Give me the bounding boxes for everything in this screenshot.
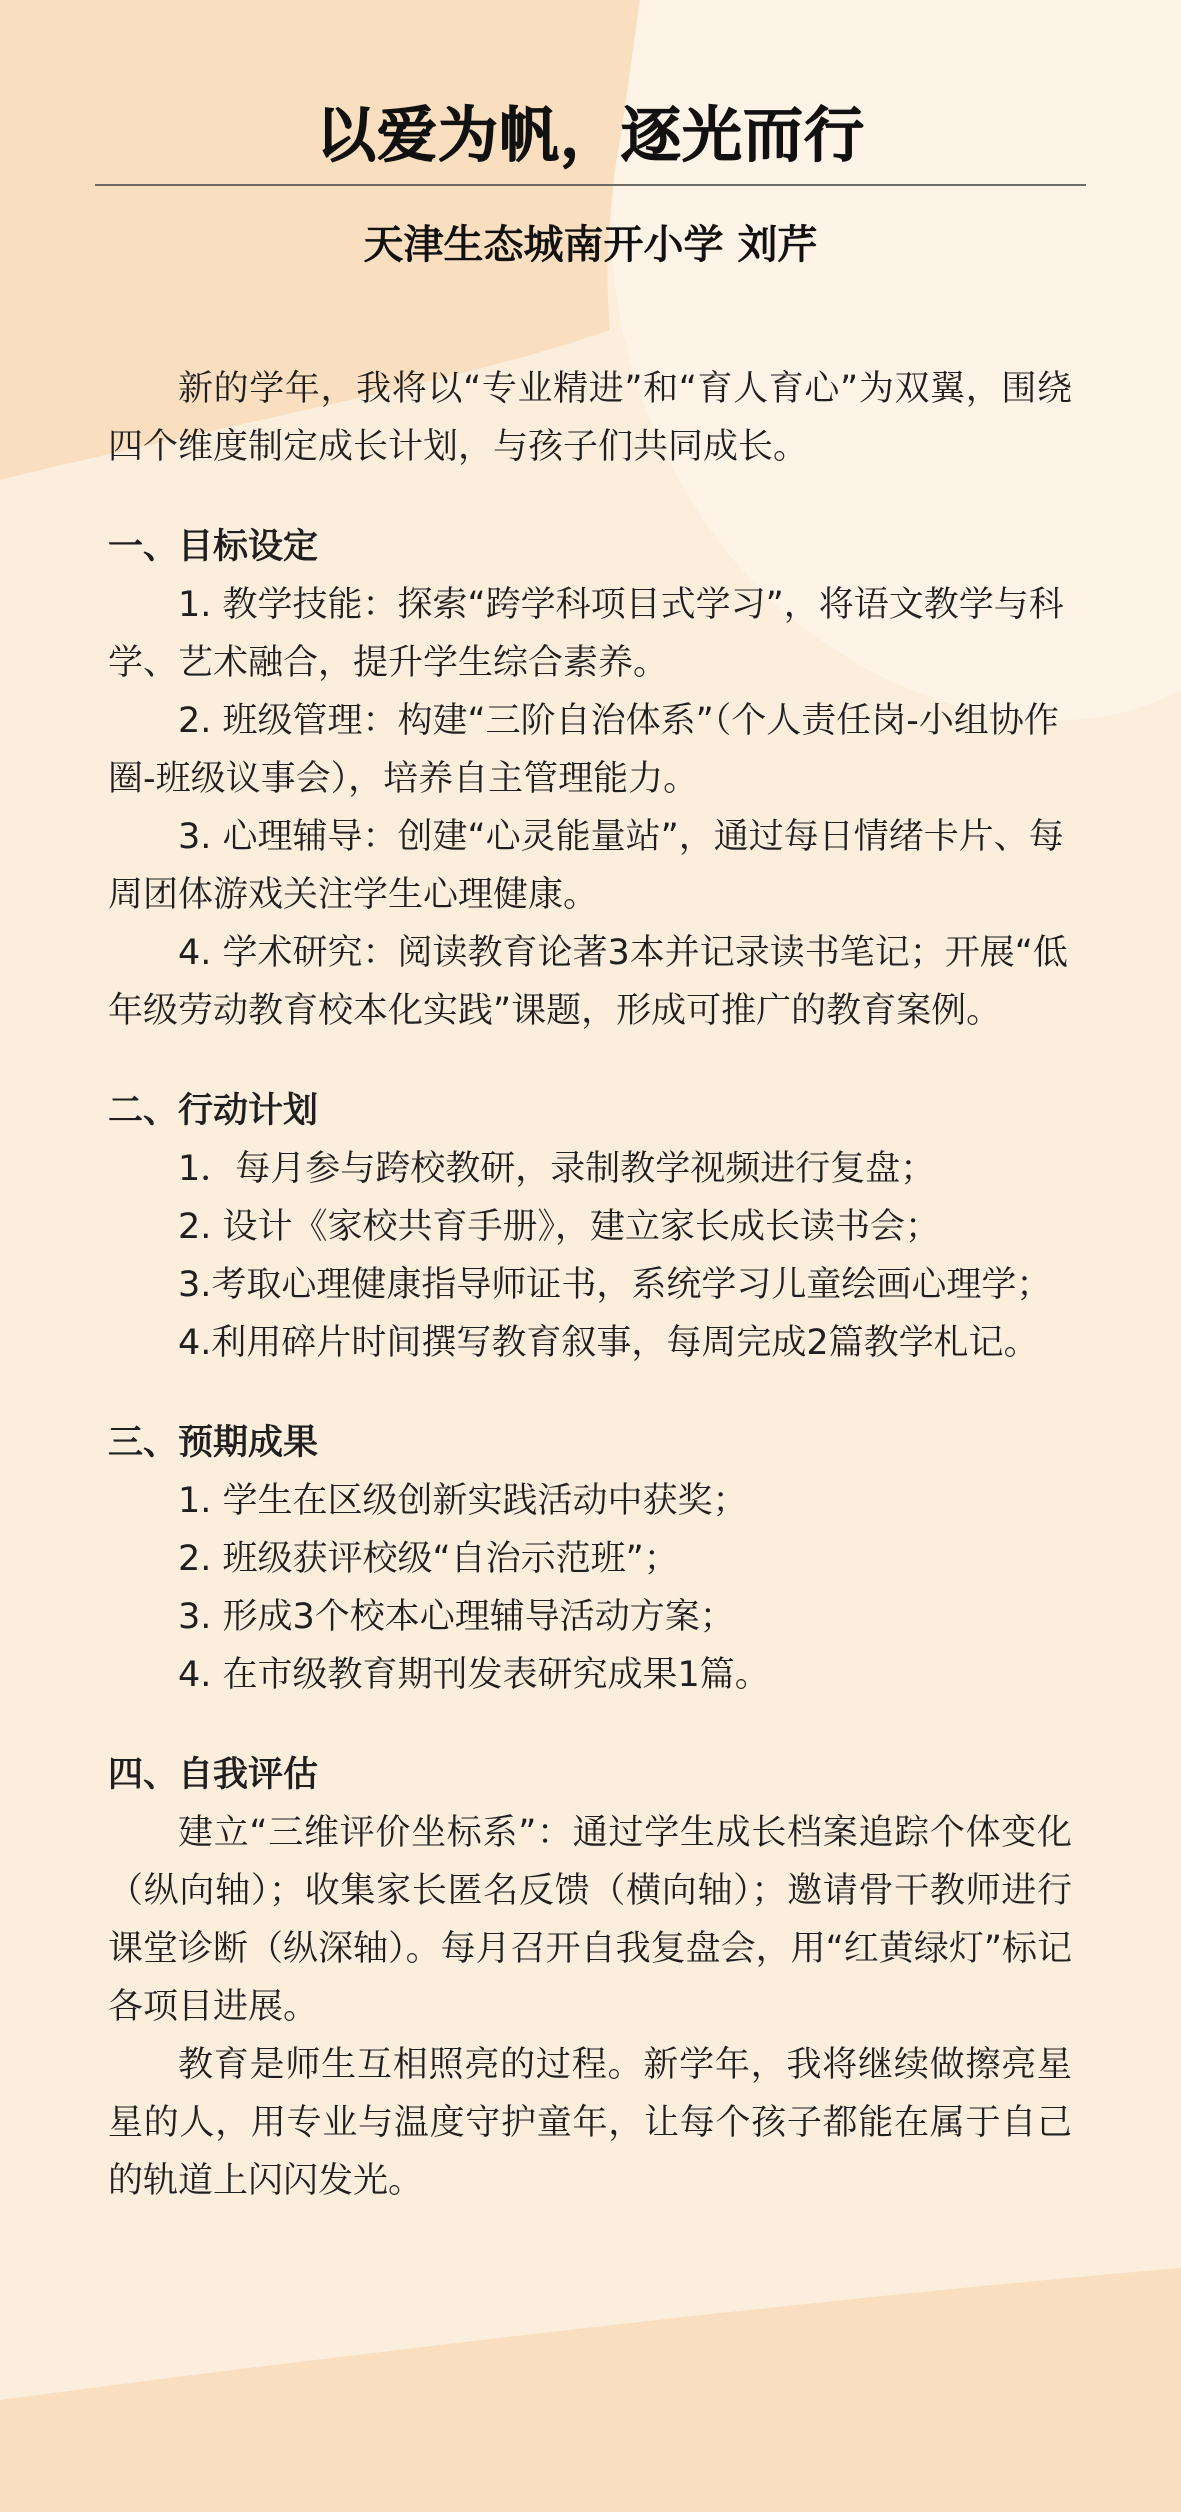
action-item: 1．每月参与跨校教研，录制教学视频进行复盘；: [178, 1149, 936, 1189]
goal-item: 1. 教学技能：探索“跨学科项目式学习”，将语文教学与科学、艺术融合，提升学生综合素养。: [108, 585, 1064, 683]
section-heading-goals: 一、目标设定: [108, 527, 319, 567]
outcome-item: 1. 学生在区级创新实践活动中获奖；: [178, 1481, 748, 1521]
goal-item: 2. 班级管理：构建“三阶自治体系”（个人责任岗-小组协作圈-班级议事会），培养自主管理能力。: [108, 701, 1059, 799]
title-divider: [95, 184, 1086, 186]
outcome-item: 2. 班级获评校级“自治示范班”；: [178, 1539, 679, 1579]
section-gap: [108, 1040, 1072, 1082]
goal-item: 3. 心理辅导：创建“心灵能量站”，通过每日情绪卡片、每周团体游戏关注学生心理健康。: [108, 817, 1064, 915]
action-item: 3.考取心理健康指导师证书，系统学习儿童绘画心理学；: [178, 1265, 1052, 1305]
section-heading-evaluation: 四、自我评估: [108, 1755, 319, 1795]
section-gap: [108, 1372, 1072, 1414]
closing-paragraph: 教育是师生互相照亮的过程。新学年，我将继续做擦亮星星的人，用专业与温度守护童年，让每个孩子都能在属于自己的轨道上闪闪发光。: [108, 2045, 1072, 2201]
intro-paragraph: 新的学年，我将以“专业精进”和“育人育心”为双翼，围绕四个维度制定成长计划，与孩子们共同成长。: [108, 369, 1072, 467]
goal-item: 4. 学术研究：阅读教育论著3本并记录读书笔记；开展“低年级劳动教育校本化实践”课题，形成可推广的教育案例。: [108, 933, 1068, 1031]
section-heading-outcomes: 三、预期成果: [108, 1423, 319, 1463]
page-title: 以爱为帆，逐光而行: [316, 101, 865, 171]
section-gap: [108, 1704, 1072, 1746]
outcome-item: 3. 形成3个校本心理辅导活动方案；: [178, 1597, 735, 1637]
outcome-item: 4. 在市级教育期刊发表研究成果1篇。: [178, 1655, 770, 1695]
author-line: 天津生态城南开小学 刘芹: [363, 222, 818, 268]
action-item: 2. 设计《家校共育手册》，建立家长成长读书会；: [178, 1207, 941, 1247]
article-body: [108, 360, 1072, 2210]
section-gap: [108, 476, 1072, 518]
section-heading-actions: 二、行动计划: [108, 1091, 319, 1131]
action-item: 4.利用碎片时间撰写教育叙事，每周完成2篇教学札记。: [178, 1323, 1039, 1363]
evaluation-paragraph: 建立“三维评价坐标系”：通过学生成长档案追踪个体变化（纵向轴）；收集家长匿名反馈（横向轴）；邀请骨干教师进行课堂诊断（纵深轴）。每月召开自我复盘会，用“红黄绿灯”标记各项目进展。: [108, 1813, 1072, 2027]
